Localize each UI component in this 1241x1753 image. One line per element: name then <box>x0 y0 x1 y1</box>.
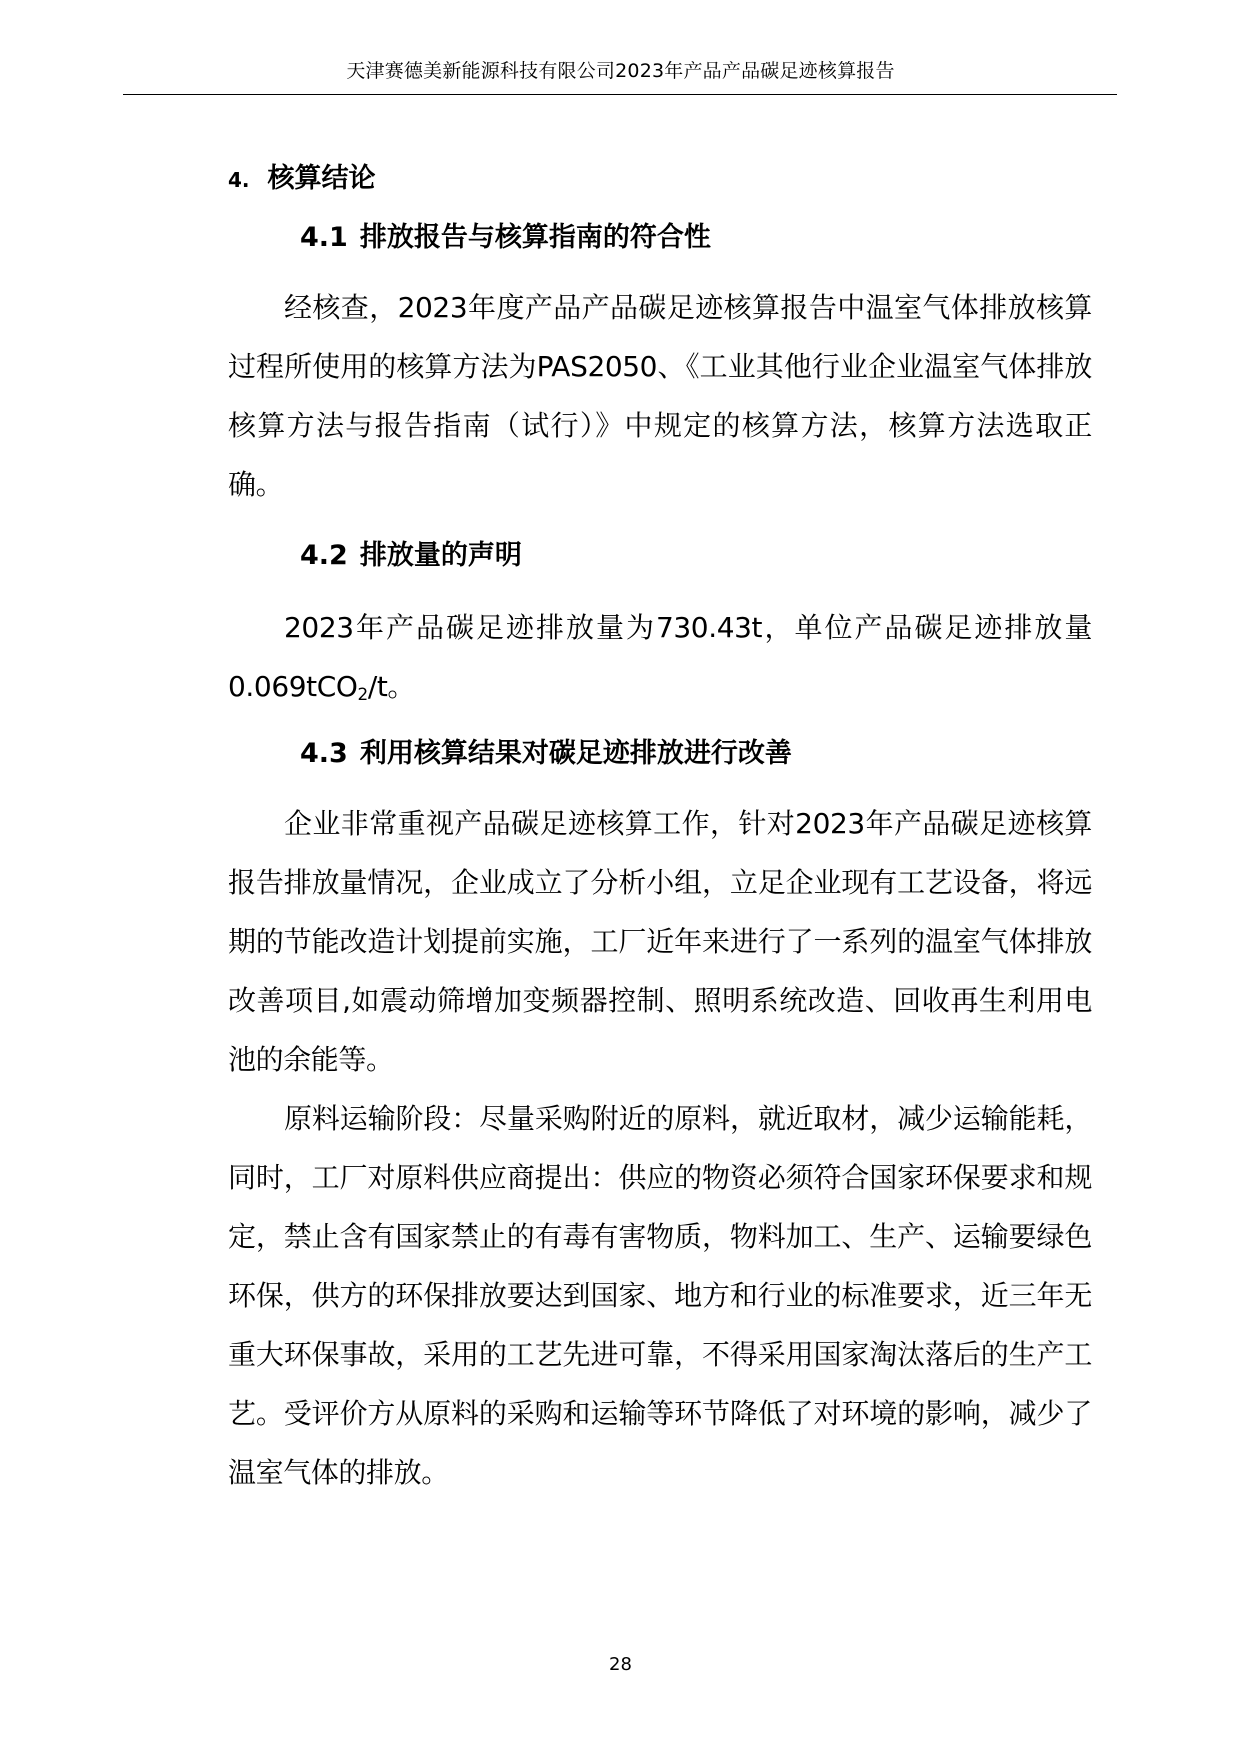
section-4-1-heading <box>228 218 1092 258</box>
section-4-3-paragraph-1: 企业非常重视产品碳足迹核算工作，针对2023年产品碳足迹核算报告排放量情况，企业成立了分析小组，立足企业现有工艺设备，将远期的节能改造计划提前实施，工厂近年来进行了一系列的温室气体排放改善项目,如震动筛增加变频器控制、照明系统改造、回收再生利用电池的余能等。 <box>228 807 1092 1077</box>
section-4-2-number: 4.2 <box>300 540 348 571</box>
section-4-2-title: 排放量的声明 <box>359 540 522 571</box>
co2-subscript: 2 <box>357 684 368 705</box>
page-number: 28 <box>609 1654 632 1675</box>
page-content <box>228 158 1092 1502</box>
section-4-title: 核算结论 <box>267 163 376 194</box>
header-rule <box>123 94 1117 95</box>
emission-statement-text: 2023年产品碳足迹排放量为730.43t，单位产品碳足迹排放量0.069tCO <box>228 611 1092 703</box>
emission-statement-unit: /t。 <box>367 670 416 703</box>
section-4-1-number: 4.1 <box>300 222 348 253</box>
section-4-heading <box>228 158 1092 218</box>
section-4-2-heading <box>228 536 1092 576</box>
section-4-2-paragraph <box>228 598 1092 724</box>
section-4-3-number: 4.3 <box>300 738 348 770</box>
section-4-3-paragraph-2: 原料运输阶段：尽量采购附近的原料，就近取材，减少运输能耗，同时，工厂对原料供应商提出：供应的物资必须符合国家环保要求和规定，禁止含有国家禁止的有毒有害物质，物料加工、生产、运输要绿色环保，供方的环保排放要达到国家、地方和行业的标准要求，近三年无重大环保事故，采用的工艺先进可靠，不得采用国家淘汰落后的生产工艺。受评价方从原料的采购和运输等环节降低了对环境的影响，减少了温室气体的排放。 <box>228 1102 1092 1490</box>
section-4-number: 4. <box>228 168 250 192</box>
section-4-1-title: 排放报告与核算指南的符合性 <box>359 222 711 253</box>
section-4-3-heading <box>228 734 1092 774</box>
section-4-1-paragraph: 经核查，2023年度产品产品碳足迹核算报告中温室气体排放核算过程所使用的核算方法为PAS2050、《工业其他行业企业温室气体排放核算方法与报告指南（试行）》中规定的核算方法，核算方法选取正确。 <box>228 291 1092 501</box>
section-4-3-title: 利用核算结果对碳足迹排放进行改善 <box>359 738 792 770</box>
running-header: 天津赛德美新能源科技有限公司2023年产品产品碳足迹核算报告 <box>346 60 895 82</box>
